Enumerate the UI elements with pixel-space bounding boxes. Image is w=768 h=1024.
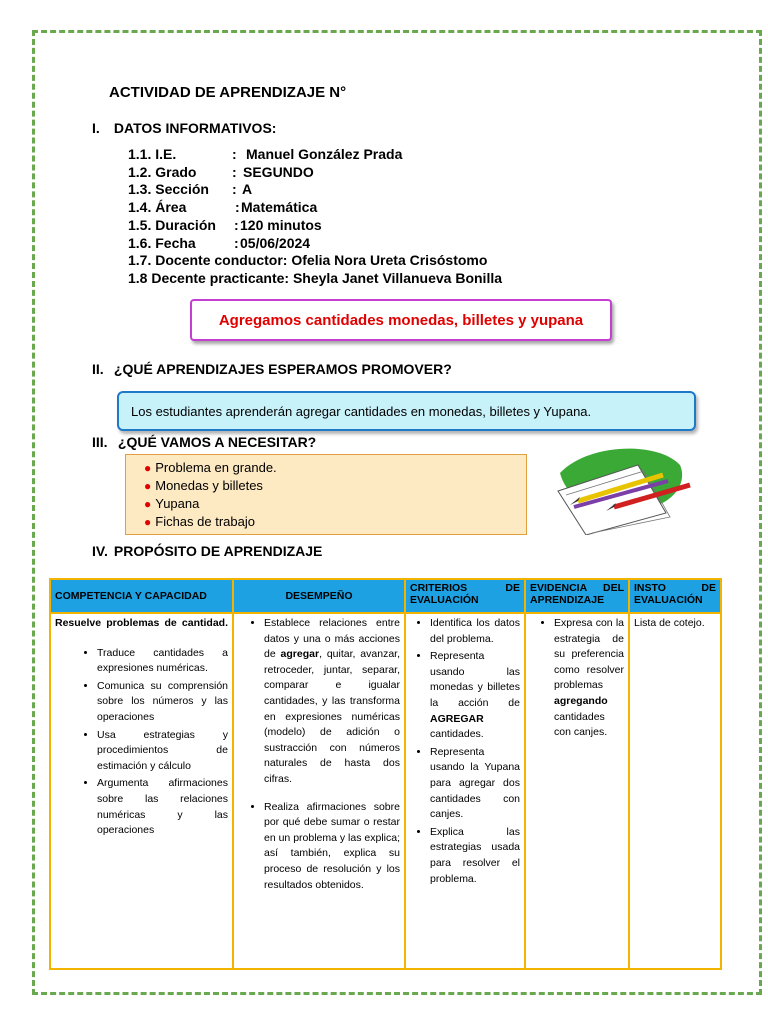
header-instrumento: INSTO DE EVALUACIÓN <box>629 579 721 613</box>
section-number: IV. <box>92 543 108 559</box>
purpose-table <box>49 578 722 970</box>
info-key: 1.1. I.E. <box>128 146 177 162</box>
section-number: III. <box>92 434 108 450</box>
info-row-area <box>128 199 502 217</box>
criterio-text: cantidades. <box>430 728 484 741</box>
need-text: Problema en grande. <box>155 460 277 475</box>
learning-text-box <box>117 391 696 431</box>
list-item <box>144 495 526 513</box>
section-number: II. <box>92 361 104 377</box>
list-item <box>144 459 526 477</box>
bullet-icon: ● <box>144 515 152 529</box>
bullet-icon: ● <box>144 479 152 493</box>
list-item: • Argumenta afirmaciones sobre las relaciones numéricas y las operaciones <box>97 776 228 838</box>
table-header-row <box>50 579 721 613</box>
section-label: ¿QUÉ VAMOS A NECESITAR? <box>117 434 317 450</box>
info-key: 1.3. Sección <box>128 181 209 198</box>
section-datos-informativos <box>92 120 276 136</box>
desempeno-text: Establece relaciones entre datos y una o más acciones de <box>264 617 400 661</box>
evidencia-text: Expresa con la estrategia de su preferencia como resolver problemas <box>554 617 624 692</box>
info-row-grado <box>128 164 502 182</box>
evidencia-list <box>530 616 624 741</box>
info-key: 1.2. Grado <box>128 163 197 180</box>
section-label: ¿QUÉ APRENDIZAJES ESPERAMOS PROMOVER? <box>113 361 452 377</box>
info-row-duracion <box>128 217 502 235</box>
list-item: • Identifica los datos del problema. <box>430 616 520 647</box>
desempeno-bold: agregar <box>280 648 320 661</box>
header-criterios: CRITERIOS DE EVALUACIÓN <box>405 579 525 613</box>
info-value: 05/06/2024 <box>240 234 311 251</box>
cell-instrumento <box>629 613 721 969</box>
info-key: 1.6. Fecha <box>128 234 196 251</box>
criterio-text: Representa usando las monedas y billetes la acción de <box>430 650 520 709</box>
needs-list <box>144 459 526 531</box>
info-sep: : <box>232 181 237 198</box>
list-item <box>144 513 526 531</box>
need-text: Fichas de trabajo <box>155 514 255 529</box>
need-text: Monedas y billetes <box>155 478 263 493</box>
capacidades-list <box>55 646 228 839</box>
info-list <box>128 146 502 288</box>
list-item: • Explica las estrategias usada para resolver el problema. <box>430 825 520 887</box>
pencils-paper-icon <box>548 443 696 535</box>
info-key: 1.5. Duración <box>128 216 216 233</box>
evidencia-bold: agregando <box>554 694 608 707</box>
info-row-seccion <box>128 181 502 199</box>
list-item <box>264 616 400 788</box>
info-sep: : <box>232 146 237 162</box>
list-item: • Traduce cantidades a expresiones numéricas. <box>97 646 228 677</box>
section-number: I. <box>92 120 100 136</box>
info-value: SEGUNDO <box>243 163 314 180</box>
desempeno-list <box>238 616 400 893</box>
list-item: • Realiza afirmaciones sobre por qué debe sumar o restar en un problema y las explica; así también, explica su proceso de resolución y los resultados obtenidos. <box>264 800 400 894</box>
info-sep: : <box>234 216 239 233</box>
instrumento-text: Lista de cotejo. <box>634 617 705 629</box>
competencia-title: Resuelve problemas de cantidad. <box>55 617 228 629</box>
list-item: • Comunica su comprensión sobre los números y las operaciones <box>97 679 228 726</box>
needs-box <box>125 454 527 535</box>
section-aprendizajes <box>92 361 452 377</box>
header-desempeno: DESEMPEÑO <box>233 579 405 613</box>
bullet-icon: ● <box>144 497 152 511</box>
page-title: ACTIVIDAD DE APRENDIZAJE N° <box>109 84 347 101</box>
info-row-fecha <box>128 235 502 253</box>
header-competencia: COMPETENCIA Y CAPACIDAD <box>50 579 233 613</box>
activity-title-box: Agregamos cantidades monedas, billetes y yupana <box>190 299 612 341</box>
info-sep: : <box>234 234 239 251</box>
cell-evidencia <box>525 613 629 969</box>
cell-competencia <box>50 613 233 969</box>
info-row-ie <box>128 146 502 164</box>
section-label: PROPÓSITO DE APRENDIZAJE <box>113 543 323 559</box>
section-label: DATOS INFORMATIVOS: <box>113 120 277 136</box>
bullet-icon: ● <box>144 461 152 475</box>
list-item <box>430 649 520 743</box>
table-row <box>50 613 721 969</box>
criterios-list <box>410 616 520 887</box>
info-key: 1.4. Área <box>128 199 187 216</box>
criterio-bold: AGREGAR <box>430 712 484 725</box>
section-necesitar <box>92 434 316 450</box>
header-evidencia: EVIDENCIA DEL APRENDIZAJE <box>525 579 629 613</box>
section-proposito <box>92 543 322 559</box>
cell-criterios <box>405 613 525 969</box>
learning-text: Los estudiantes aprenderán agregar cantidades en monedas, billetes y Yupana. <box>131 403 592 419</box>
list-item: • Representa usando la Yupana para agregar dos cantidades con canjes. <box>430 745 520 823</box>
evidencia-text: cantidades con canjes. <box>554 710 608 739</box>
info-sep: : <box>232 163 237 180</box>
info-value: Manuel González Prada <box>246 146 403 162</box>
info-row-docente: 1.7. Docente conductor: Ofelia Nora Ureta Crisóstomo <box>128 252 488 269</box>
desempeno-text: , quitar, avanzar, retroceder, juntar, separar, comparar e igualar cantidades, y las transforma en expresiones numéricas (modelo) de adición o sustracción con números naturales de hasta dos cifras. <box>264 648 400 785</box>
need-text: Yupana <box>155 496 200 511</box>
list-item: • Usa estrategias y procedimientos de estimación y cálculo <box>97 728 228 775</box>
info-row-practicante: 1.8 Decente practicante: Sheyla Janet Villanueva Bonilla <box>128 269 503 286</box>
list-item <box>144 477 526 495</box>
list-item <box>554 616 624 741</box>
info-value: Matemática <box>241 199 318 216</box>
info-sep: : <box>235 199 240 216</box>
cell-desempeno <box>233 613 405 969</box>
info-value: A <box>242 181 253 198</box>
info-value: 120 minutos <box>240 216 322 233</box>
